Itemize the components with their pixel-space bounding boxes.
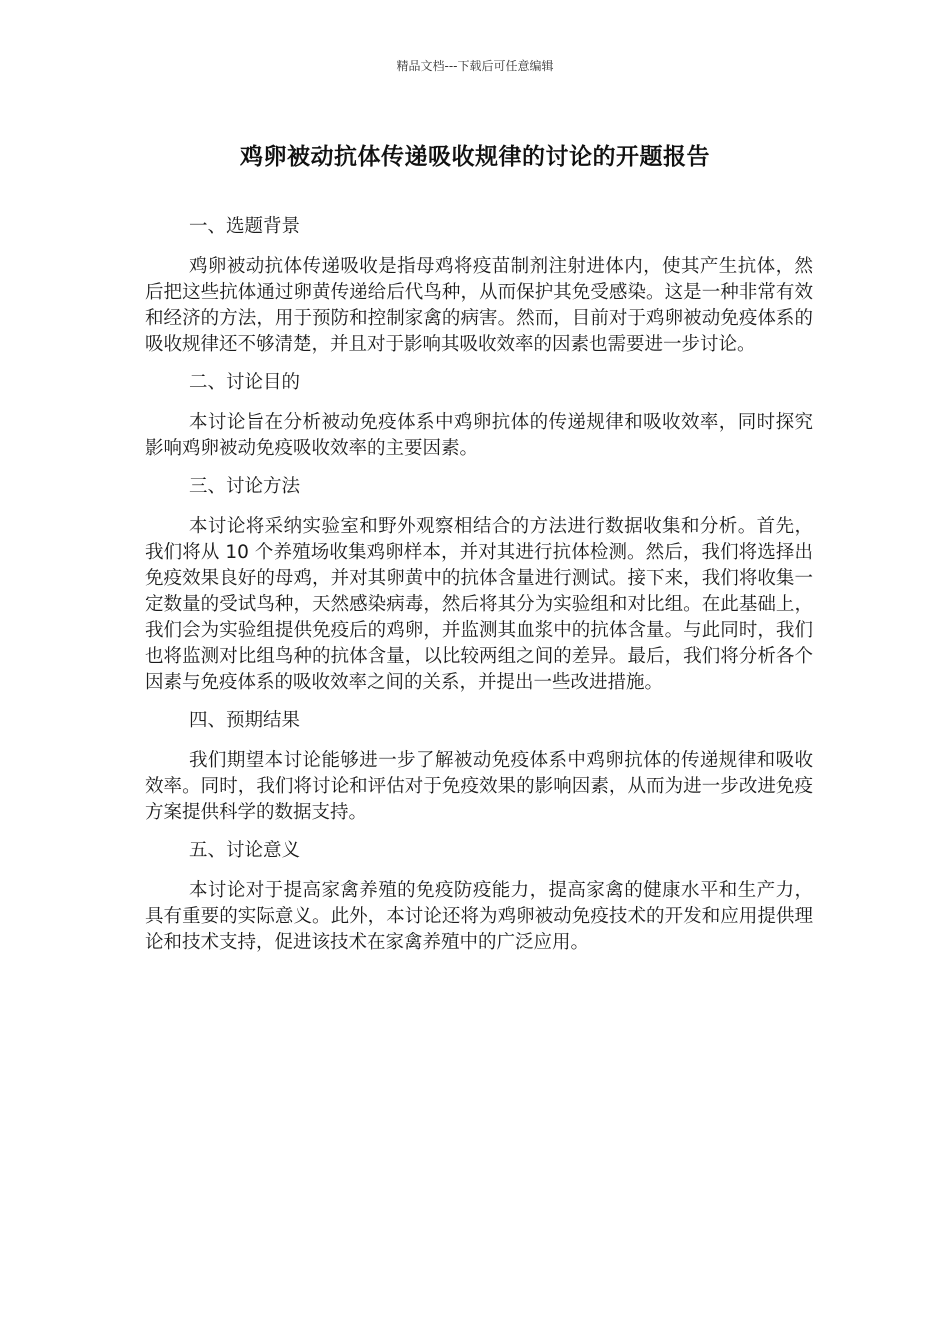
section-heading: 二、讨论目的 xyxy=(189,372,301,393)
section-expected-results xyxy=(145,708,813,826)
section-heading: 三、讨论方法 xyxy=(189,476,301,497)
section-paragraph: 鸡卵被动抗体传递吸收是指母鸡将疫苗制剂注射进体内，使其产生抗体，然后把这些抗体通过卵黄传递给后代鸟种，从而保护其免受感染。这是一种非常有效和经济的方法，用于预防和控制家禽的病害。然而，目前对于鸡卵被动免疫体系的吸收规律还不够清楚，并且对于影响其吸收效率的因素也需要进一步讨论。 xyxy=(145,256,813,355)
document-body xyxy=(145,214,813,968)
section-heading: 五、讨论意义 xyxy=(189,840,301,861)
section-heading: 一、选题背景 xyxy=(189,216,301,237)
section-background xyxy=(145,214,813,358)
header-note: 精品文档---下载后可任意编辑 xyxy=(396,59,554,73)
section-significance xyxy=(145,838,813,956)
section-purpose xyxy=(145,370,813,462)
section-heading: 四、预期结果 xyxy=(189,710,301,731)
section-paragraph: 本讨论对于提高家禽养殖的免疫防疫能力，提高家禽的健康水平和生产力，具有重要的实际意义。此外，本讨论还将为鸡卵被动免疫技术的开发和应用提供理论和技术支持，促进该技术在家禽养殖中的广泛应用。 xyxy=(145,880,813,953)
document-title: 鸡卵被动抗体传递吸收规律的讨论的开题报告 xyxy=(240,144,710,170)
section-method xyxy=(145,474,813,696)
section-paragraph: 本讨论将采纳实验室和野外观察相结合的方法进行数据收集和分析。首先，我们将从 10 个养殖场收集鸡卵样本，并对其进行抗体检测。然后，我们将选择出免疫效果良好的母鸡，并对其卵黄中的抗体含量进行测试。接下来，我们将收集一定数量的受试鸟种，天然感染病毒，然后将其分为实验组和对比组。在此基础上，我们会为实验组提供免疫后的鸡卵，并监测其血浆中的抗体含量。与此同时，我们也将监测对比组鸟种的抗体含量，以比较两组之间的差异。最后，我们将分析各个因素与免疫体系的吸收效率之间的关系，并提出一些改进措施。 xyxy=(145,516,813,693)
section-paragraph: 我们期望本讨论能够进一步了解被动免疫体系中鸡卵抗体的传递规律和吸收效率。同时，我们将讨论和评估对于免疫效果的影响因素，从而为进一步改进免疫方案提供科学的数据支持。 xyxy=(145,750,813,823)
section-paragraph: 本讨论旨在分析被动免疫体系中鸡卵抗体的传递规律和吸收效率，同时探究影响鸡卵被动免疫吸收效率的主要因素。 xyxy=(145,412,813,459)
